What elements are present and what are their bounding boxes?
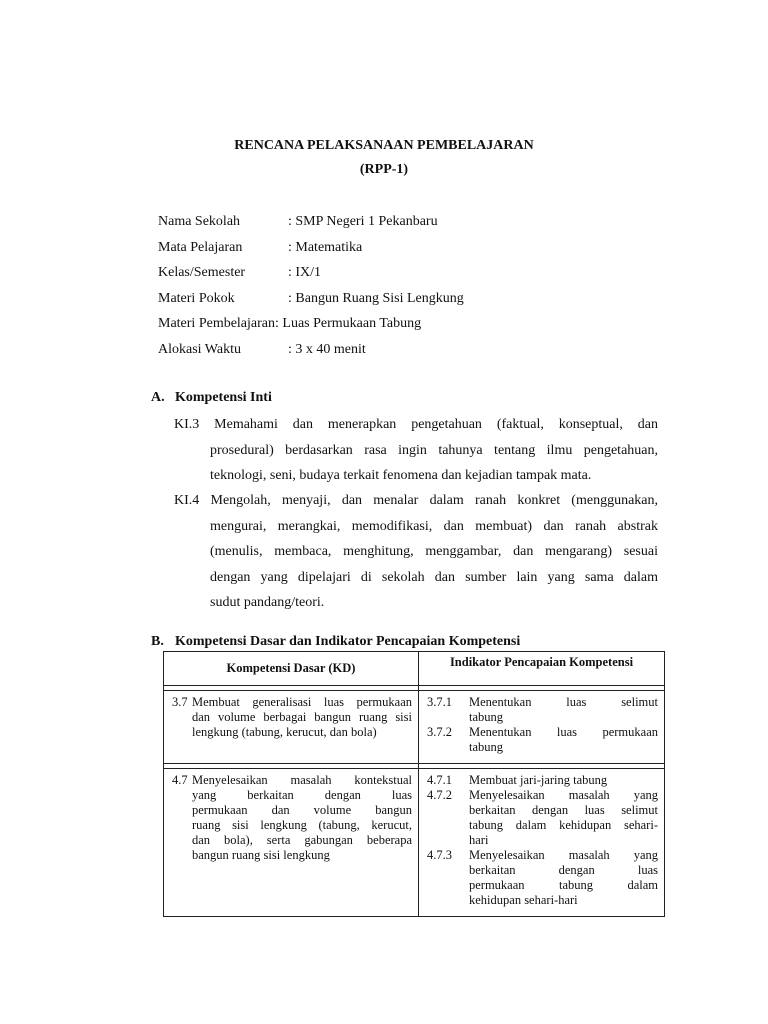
kd-line: lengkung (tabung, kerucut, dan bola) <box>192 725 377 739</box>
info-row-subject <box>158 238 464 264</box>
indicator-line: berkaitan dengan luas selimut <box>469 803 658 817</box>
info-value: : SMP Negeri 1 Pekanbaru <box>288 214 438 229</box>
indicator-number: 4.7.1 <box>427 773 452 787</box>
info-value: : Matematika <box>288 239 363 255</box>
info-label: Materi Pokok <box>158 290 235 306</box>
kd-number: 4.7 <box>172 773 188 787</box>
indicator-number: 3.7.2 <box>427 725 452 739</box>
ki4-line: mengurai, merangkai, memodifikasi, dan membuat) dan ranah abstrak <box>210 518 658 534</box>
indicator-line: kehidupan sehari-hari <box>469 893 578 907</box>
indicator-item <box>427 725 658 755</box>
header-indicator: Indikator Pencapaian Kompetensi <box>419 652 665 686</box>
kd-line: dan volume berbagai bangun ruang sisi <box>192 710 412 724</box>
section-a-heading <box>151 390 272 406</box>
info-row-class <box>158 263 464 289</box>
ki3-paragraph <box>174 412 658 489</box>
kd-text <box>192 695 412 740</box>
header-kd: Kompetensi Dasar (KD) <box>164 652 419 686</box>
info-row-school <box>158 212 464 238</box>
kd-line: dan bola), serta gabungan beberapa <box>192 833 412 847</box>
indicator-line: permukaan tabung dalam <box>469 878 658 892</box>
indicator-line: Membuat jari-jaring tabung <box>469 773 608 787</box>
ki3-line: KI.3 Memahami dan menerapkan pengetahuan (faktual, konseptual, dan <box>174 417 658 432</box>
info-label: Alokasi Waktu <box>158 341 241 357</box>
info-row-material <box>158 314 464 340</box>
ki4-line: (menulis, membaca, menghitung, menggambar, dan mengarang) sesuai <box>210 544 658 559</box>
ki3-line: prosedural) berdasarkan rasa ingin tahunya tentang ilmu pengetahuan, <box>210 442 658 458</box>
kd-cell <box>164 691 419 764</box>
table-header-row <box>164 652 665 686</box>
info-row-topic <box>158 289 464 315</box>
kd-line: ruang sisi lengkung (tabung, kerucut, <box>192 818 412 832</box>
kd-line: bangun ruang sisi lengkung <box>192 848 330 862</box>
kd-line: permukaan dan volume bangun <box>192 803 412 817</box>
info-value: : Luas Permukaan Tabung <box>275 316 422 331</box>
indicator-item <box>427 773 658 788</box>
kd-cell <box>164 769 419 917</box>
indicator-line: tabung dalam kehidupan sehari- <box>469 818 658 832</box>
competency-table <box>163 651 665 917</box>
indicator-line: Menyelesaikan masalah yang <box>469 788 658 802</box>
indicator-item <box>427 695 658 725</box>
kd-line: yang berkaitan dengan luas <box>192 788 412 802</box>
document-subtitle: (RPP-1) <box>359 162 409 177</box>
section-letter: B. <box>151 634 164 649</box>
table-row <box>164 769 665 917</box>
section-title: Kompetensi Inti <box>175 390 272 405</box>
ki4-line: sudut pandang/teori. <box>210 595 325 610</box>
table-row <box>164 691 665 764</box>
indicator-line: Menyelesaikan masalah yang <box>469 848 658 862</box>
indicator-cell <box>419 691 665 764</box>
indicator-cell <box>419 769 665 917</box>
indicator-line: tabung <box>469 710 504 724</box>
indicator-item <box>427 788 658 848</box>
document-title: RENCANA PELAKSANAAN PEMBELAJARAN <box>234 138 534 153</box>
indicator-number: 4.7.3 <box>427 848 452 862</box>
kd-line: Menyelesaikan masalah kontekstual <box>192 773 412 787</box>
identity-block <box>158 212 464 365</box>
info-label: Nama Sekolah <box>158 214 241 229</box>
indicator-line: hari <box>469 833 489 847</box>
indicator-line: berkaitan dengan luas <box>469 863 658 877</box>
info-label: Kelas/Semester <box>158 265 246 280</box>
ki4-line: KI.4 Mengolah, menyaji, dan menalar dalam ranah konkret (menggunakan, <box>174 493 658 508</box>
info-label: Mata Pelajaran <box>158 239 243 255</box>
info-row-time <box>158 340 464 366</box>
ki3-line: teknologi, seni, budaya terkait fenomena dan kejadian tampak mata. <box>210 468 592 483</box>
indicator-number: 4.7.2 <box>427 788 452 802</box>
ki4-line: dengan yang dipelajari di sekolah dan sumber lain yang sama dalam <box>210 569 658 585</box>
ki4-paragraph <box>174 488 658 616</box>
indicator-item <box>427 848 658 908</box>
kd-number: 3.7 <box>172 695 188 709</box>
info-label: Materi Pembelajaran <box>158 316 276 331</box>
info-value: : 3 x 40 menit <box>288 341 366 357</box>
indicator-line: Menentukan luas permukaan <box>469 725 658 739</box>
kd-text <box>192 773 412 863</box>
indicator-number: 3.7.1 <box>427 695 452 709</box>
kd-line: Membuat generalisasi luas permukaan <box>192 695 412 709</box>
info-value: : Bangun Ruang Sisi Lengkung <box>288 290 464 306</box>
section-letter: A. <box>151 390 165 405</box>
section-title: Kompetensi Dasar dan Indikator Pencapaian Kompetensi <box>175 634 521 649</box>
section-b-heading <box>151 634 520 650</box>
indicator-line: tabung <box>469 740 504 754</box>
indicator-line: Menentukan luas selimut <box>469 695 658 709</box>
info-value: : IX/1 <box>288 265 322 280</box>
